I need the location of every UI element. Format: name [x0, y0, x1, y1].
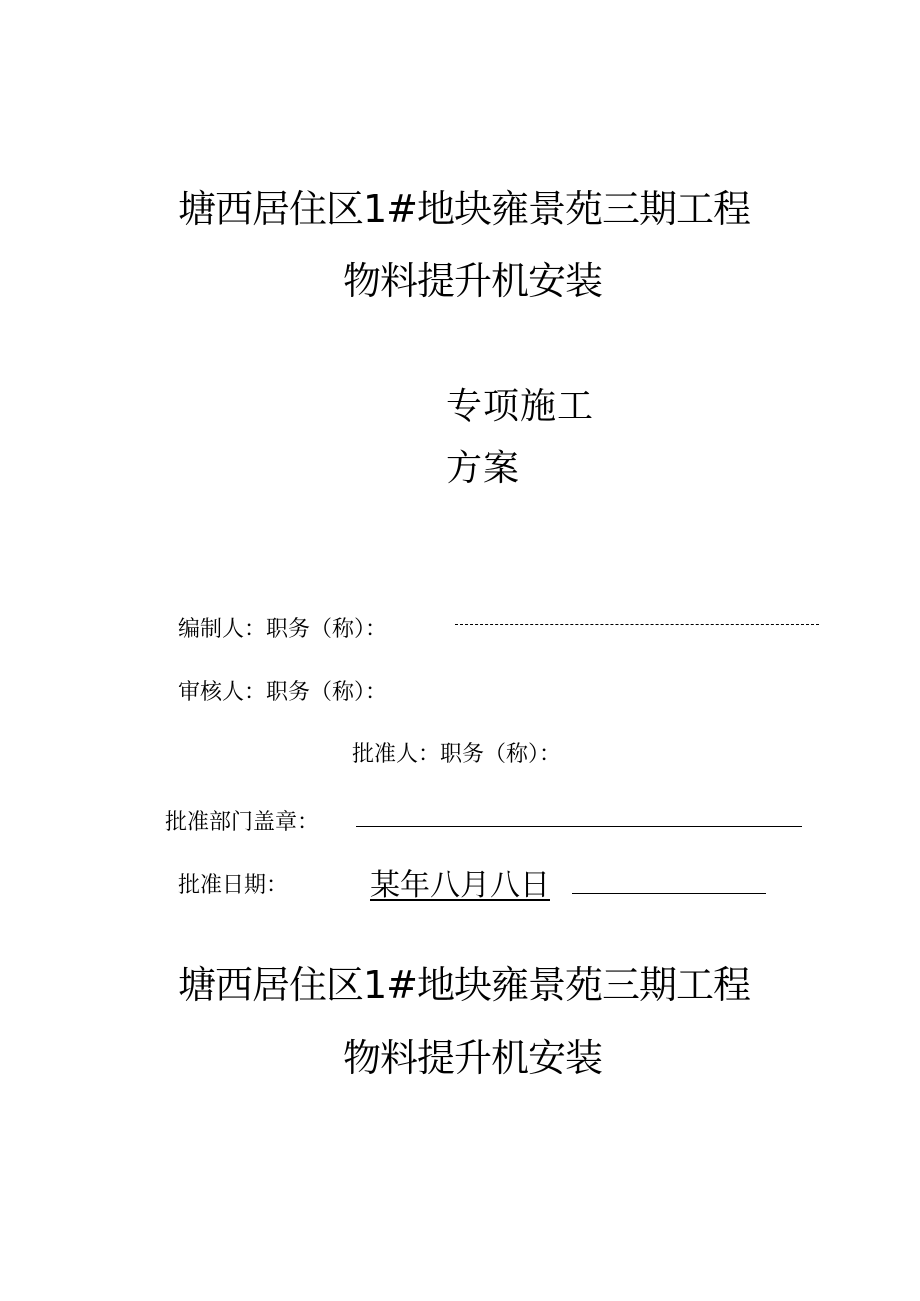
dept-seal-label: 批准部门盖章：	[165, 810, 320, 835]
reviewer-label: 审核人：职务（称）：	[178, 680, 388, 705]
date-value: 某年八月八日	[370, 868, 550, 903]
repeat-title-line1: 塘西居住区1#地块雍景苑三期工程	[178, 963, 751, 1007]
subtitle-line1: 专项施工	[446, 386, 595, 427]
project-title-line2: 物料提升机安装	[343, 259, 603, 303]
date-line	[572, 893, 766, 894]
dept-seal-line	[356, 826, 802, 827]
date-label: 批准日期：	[178, 873, 289, 898]
project-title-line1: 塘西居住区1#地块雍景苑三期工程	[178, 187, 751, 231]
compiler-dashed-line	[455, 624, 819, 625]
repeat-title-line2: 物料提升机安装	[343, 1036, 603, 1080]
approver-label: 批准人：职务（称）：	[352, 742, 562, 767]
compiler-label: 编制人：职务（称）：	[178, 617, 388, 642]
subtitle-line2: 方案	[446, 448, 521, 489]
